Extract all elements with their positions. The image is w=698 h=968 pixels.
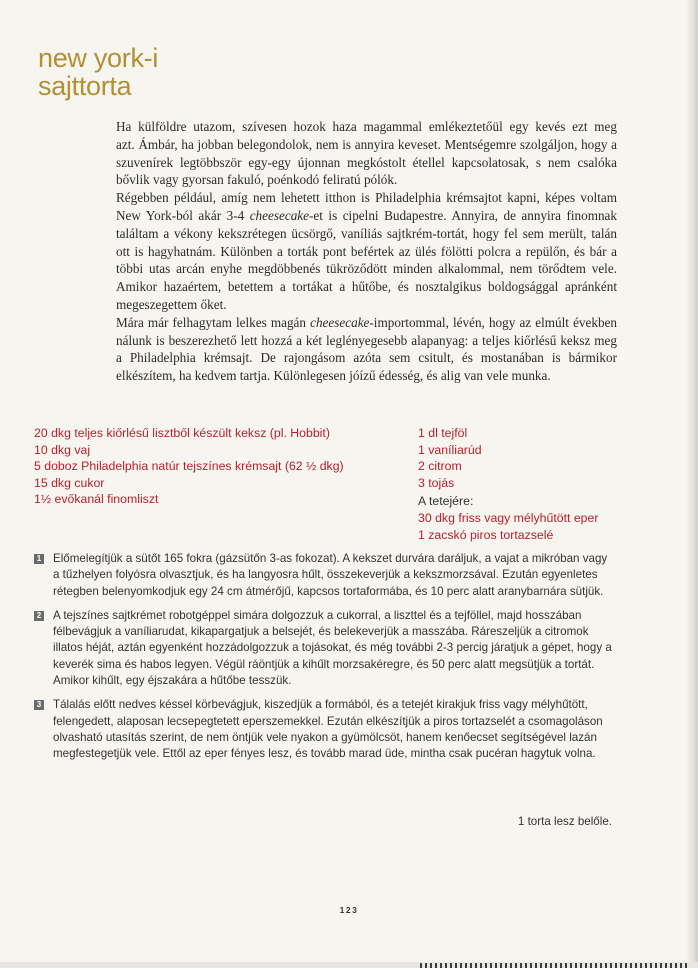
bottom-binding-strip [0, 962, 698, 968]
ingredient-item: 10 dkg vaj [34, 442, 91, 457]
ingredient-item: 2 citrom [418, 459, 462, 474]
ingredient-item: 20 dkg teljes kiőrlésű lisztből készült keksz (pl. Hobbit) [34, 426, 330, 440]
ingredient-item: 3 tojás [418, 475, 455, 490]
step-text: Tálalás előtt nedves késsel körbevágjuk, kiszedjük a formából, és a tetejét kirakjuk friss vagy mélyhűtött, felengedett, alaposan lecsepegtetett eperszemekkel. Ezután elkészítjük a piros tortazselét a csomagoláson olvasható utasítás szerint, de nem öntjük vele nyakon a gyümölcsöt, hanem kenőecset segítségével lazán megfestegetjük vele. Ettől az eper fényes lesz, és tovább marad üde, mintha csak pucéran hagytuk volna. [53, 698, 603, 761]
method-step-2 [34, 608, 614, 689]
intro-p3-text-a: Mára már felhagytam lelkes magán [116, 314, 311, 330]
ingredient-item: 5 doboz Philadelphia natúr tejszínes krémsajt (62 ½ dkg) [34, 459, 344, 474]
servings-note: 1 torta lesz belőle. [517, 815, 612, 828]
ingredients-list-left [34, 425, 344, 508]
ingredient-item: 1 vaníliarúd [418, 442, 482, 457]
method-steps [34, 551, 614, 771]
binding-pattern [420, 963, 688, 968]
intro-paragraph-3 [116, 314, 617, 385]
topping-item: 1 zacskó piros tortazselé [418, 527, 554, 542]
recipe-title-line-2: sajttorta [38, 71, 132, 101]
ingredient-item: 15 dkg cukor [34, 475, 105, 490]
ingredient-item: 1½ evőkanál finomliszt [34, 492, 159, 507]
step-text: Előmelegítjük a sütőt 165 fokra (gázsütőn 3-as fokozat). A kekszet durvára daráljuk, a vajat a mikróban vagy a tűzhelyen folyósra olvasztjuk, és ha langyosra hűlt, összekeverjük a kekszmorzsával. Ezután egyenletes rétegben belenyomkodjuk egy 24 cm átmérőjű, kapcsos tortaformába, és 10 perc alatt aranybarnára sütjük. [53, 552, 608, 598]
step-text: A tejszínes sajtkrémet robotgéppel simára dolgozzuk a cukorral, a liszttel és a tejföllel, majd hosszában félbevágjuk a vaníliarudat, kikapargatjuk a belsejét, és belekeverjük a masszába. Ráreszeljük a citromok illatos héját, aztán egyenként hozzádolgozzuk a tojásokat, és még további 2-3 percig járatjuk a gépet, hogy a keverék sima és habos legyen. Végül ráöntjük a kihűlt morzsakéregre, és 50 perc alatt megsütjük a tortát. Amikor kihűlt, egy éjszakára a hűtőbe tesszük. [53, 608, 612, 688]
topping-label: A tetejére: [418, 494, 474, 509]
intro-p3-emphasis: cheesecake [310, 314, 370, 330]
step-number-badge: 1 [34, 554, 44, 564]
intro-p2-text-b: -et is cipelni Budapestre. Annyira, de annyira finomnak találtam a vékony kekszrétegen ücsörgő, vaníliás sajtkrém-tortát, hogy fel sem merült, talán ott is hagyhatnám. Különben a torták pont befértek az ülés fölötti polcra a repülőn, és bár a többi utas arcán enyhe megdöbbenés tükröződött minden alkalommal, nem törődtem vele. Amikor hazaértem, betettem a tortákat a hűtőbe, és nosztalgikus boldogsággal apránként megeszegettem őket. [116, 207, 617, 312]
step-number-badge: 3 [34, 700, 44, 710]
intro-p3-text-b: -importommal, lévén, hogy az elmúlt években nálunk is beszerezhető lett hozzá a két leglényegesebb alapanyag: a teljes kiőrlésű keksz meg a Philadelphia krémsajt. De rajongásom azóta sem csitult, és mostanában is bármikor elkészítem, ha kedvem tartja. Különlegesen jóízű édesség, és alig van vele munka. [116, 314, 617, 384]
method-step-3 [34, 697, 614, 762]
recipe-title-line-1: new york-i [38, 43, 159, 73]
intro-text [116, 118, 617, 385]
recipe-title [38, 44, 158, 100]
ingredients-list-right [418, 425, 598, 543]
intro-paragraph-1: azt. Ámbár, ha jobban belegondolok, nem is annyira keveset. Mentségemre szolgáljon, hogy a szuvenírek legtöbbször egy-egy újonnan megkóstolt étellel kapcsolatosak, s nem csalóka bővlik vagy gyorsan fakuló, poénkodó feliratú pólók. [116, 136, 617, 188]
method-step-1 [34, 551, 614, 600]
step-number-badge: 2 [34, 611, 44, 621]
ingredient-item: 1 dl tejföl [418, 426, 468, 440]
intro-p2-emphasis: cheesecake [249, 207, 309, 223]
page-number: 123 [339, 905, 359, 915]
intro-first-line: Ha külföldre utazom, szívesen hozok haza magammal emlékeztetőül egy kevés ezt meg [116, 119, 617, 134]
intro-p2-text-a: Régebben például, amíg nem lehetett itthon is Philadelphia krémsajtot kapni, képes voltam New York-ból akár 3-4 [116, 190, 617, 223]
intro-paragraph-2 [116, 189, 617, 314]
page-edge-shadow [686, 0, 698, 968]
topping-item: 30 dkg friss vagy mélyhűtött eper [418, 510, 599, 525]
